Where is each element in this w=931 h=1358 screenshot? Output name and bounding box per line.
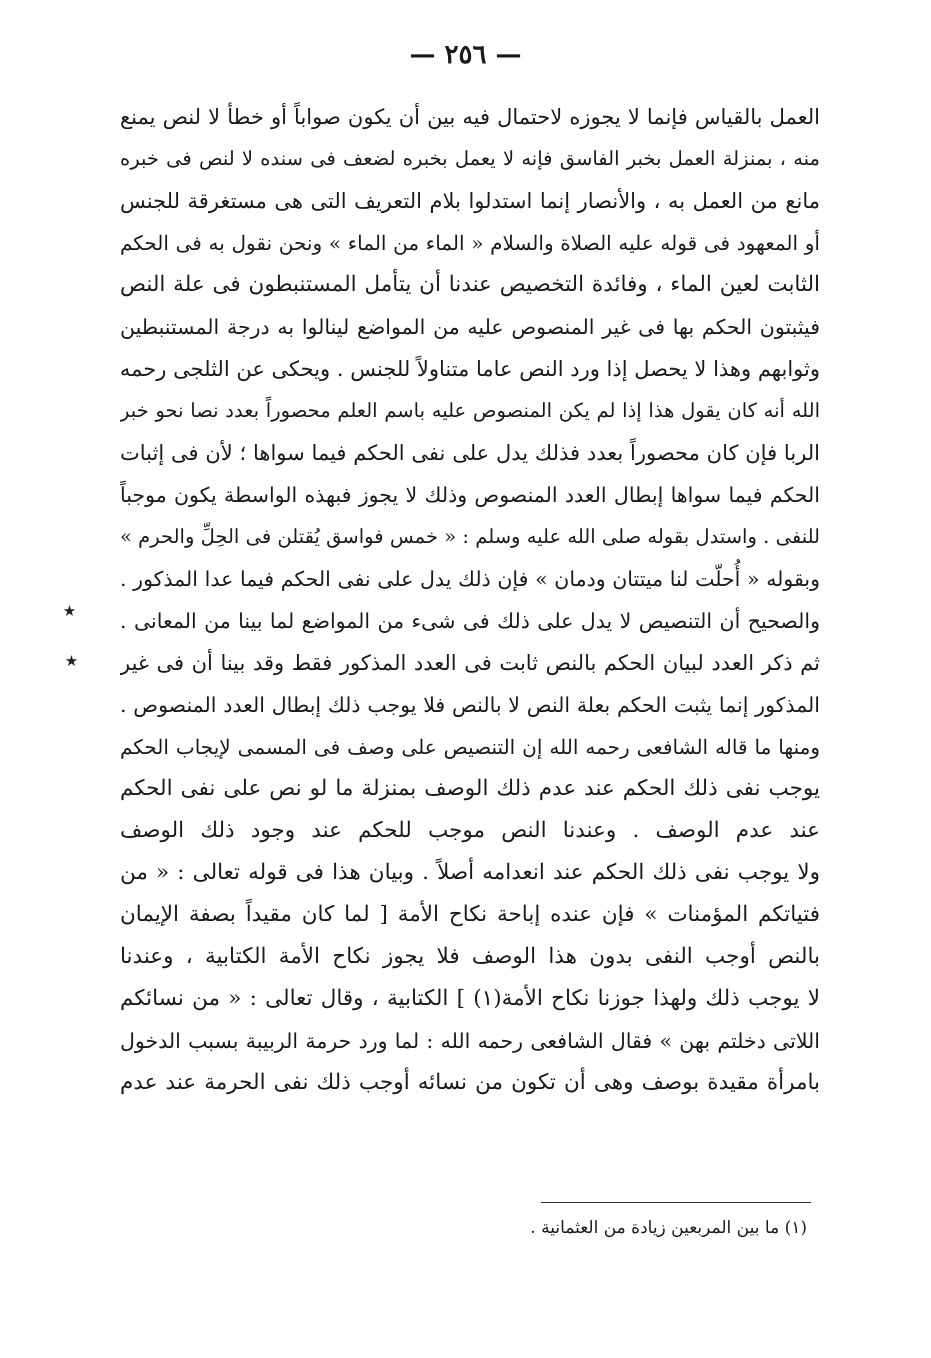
margin-mark: ٭ (66, 648, 77, 672)
text-line: الله أنه كان يقول هذا إذا لم يكن المنصوص عليه باسم العلم محصوراً بعدد نصا نحو خبر (120, 399, 820, 422)
footnote-divider (541, 1202, 811, 1203)
text-line: لا يوجب ذلك ولهذا جوزنا نكاح الأمة(١) ] الكتابية ، وقال تعالى : « من نسائكم (120, 986, 820, 1011)
text-line: بامرأة مقيدة بوصف وهى أن تكون من نسائه أوجب ذلك نفى الحرمة عند عدم (120, 1070, 820, 1095)
text-line: فيثبتون الحكم بها فى غير المنصوص عليه من المواضع لينالوا به درجة المستنبطين (120, 315, 820, 339)
text-line: يوجب نفى ذلك الحكم عند عدم ذلك الوصف بمنزلة ما لو نص على نفى الحكم (120, 776, 820, 801)
text-line: وثوابهم وهذا لا يحصل إذا ورد النص عاما متناولاً للجنس . ويحكى عن الثلجى رحمه (120, 357, 820, 381)
text-line: الربا فإن كان محصوراً بعدد فذلك يدل على نفى الحكم فيما سواها ؛ لأن فى إثبات (120, 441, 820, 465)
text-line: ولا يوجب نفى ذلك الحكم عند انعدامه أصلاً . وبيان هذا فى قوله تعالى : « من (120, 860, 820, 885)
footnote: (١) ما بين المربعين زيادة من العثمانية . (530, 1218, 807, 1238)
text-line: أو المعهود فى قوله عليه الصلاة والسلام « الماء من الماء » ونحن نقول به فى الحكم (120, 231, 820, 255)
text-line: منه ، بمنزلة العمل بخبر الفاسق فإنه لا يعمل بخبره لضعف فى سنده لا لنص فى خبره (120, 147, 820, 170)
text-line: مانع من العمل به ، والأنصار إنما استدلوا بلام التعريف التى هى مستغرقة للجنس (120, 189, 820, 213)
text-line: عند عدم الوصف . وعندنا النص موجب للحكم عند وجود ذلك الوصف (120, 818, 820, 843)
text-line: العمل بالقياس فإنما لا يجوزه لاحتمال فيه بين أن يكون صواباً أو خطأ لا لنص يمنع (120, 105, 820, 129)
text-line: اللاتى دخلتم بهن » فقال الشافعى رحمه الله : لما ورد حرمة الربيبة بسبب الدخول (120, 1029, 820, 1053)
text-line: ومنها ما قاله الشافعى رحمه الله إن التنصيص على وصف فى المسمى لإيجاب الحكم (120, 735, 820, 759)
text-line: الحكم فيما سواها إبطال العدد المنصوص وذلك لا يجوز فبهذه الواسطة يكون موجباً (120, 483, 820, 507)
text-line: وبقوله « أُحلّت لنا ميتتان ودمان » فإن ذلك يدل على نفى الحكم فيما عدا المذكور . (120, 567, 820, 591)
text-line: والصحيح أن التنصيص لا يدل على ذلك فى شىء من المواضع لما بينا من المعانى . (120, 609, 820, 633)
text-line: الثابت لعين الماء ، وفائدة التخصيص عندنا أن يتأمل المستنبطون فى علة النص (120, 272, 820, 297)
text-line: فتياتكم المؤمنات » فإن عنده إباحة نكاح الأمة [ لما كان مقيداً بصفة الإيمان (120, 902, 820, 927)
text-line: للنفى . واستدل بقوله صلى الله عليه وسلم : « خمس فواسق يُقتلن فى الحِلِّ والحرم » (120, 525, 820, 548)
margin-mark: ٭ (64, 598, 75, 622)
body-text (120, 96, 820, 1104)
text-line: ثم ذكر العدد لبيان الحكم بالنص ثابت فى العدد المذكور فقط وقد بينا أن فى غير (120, 651, 820, 675)
page-number: — ٢٥٦ — (409, 40, 522, 70)
text-line: المذكور إنما يثبت الحكم بعلة النص لا بالنص فلا يوجب ذلك إبطال العدد المنصوص . (120, 693, 820, 717)
text-line: بالنص أوجب النفى بدون هذا الوصف فلا يجوز نكاح الأمة الكتابية ، وعندنا (120, 944, 820, 969)
